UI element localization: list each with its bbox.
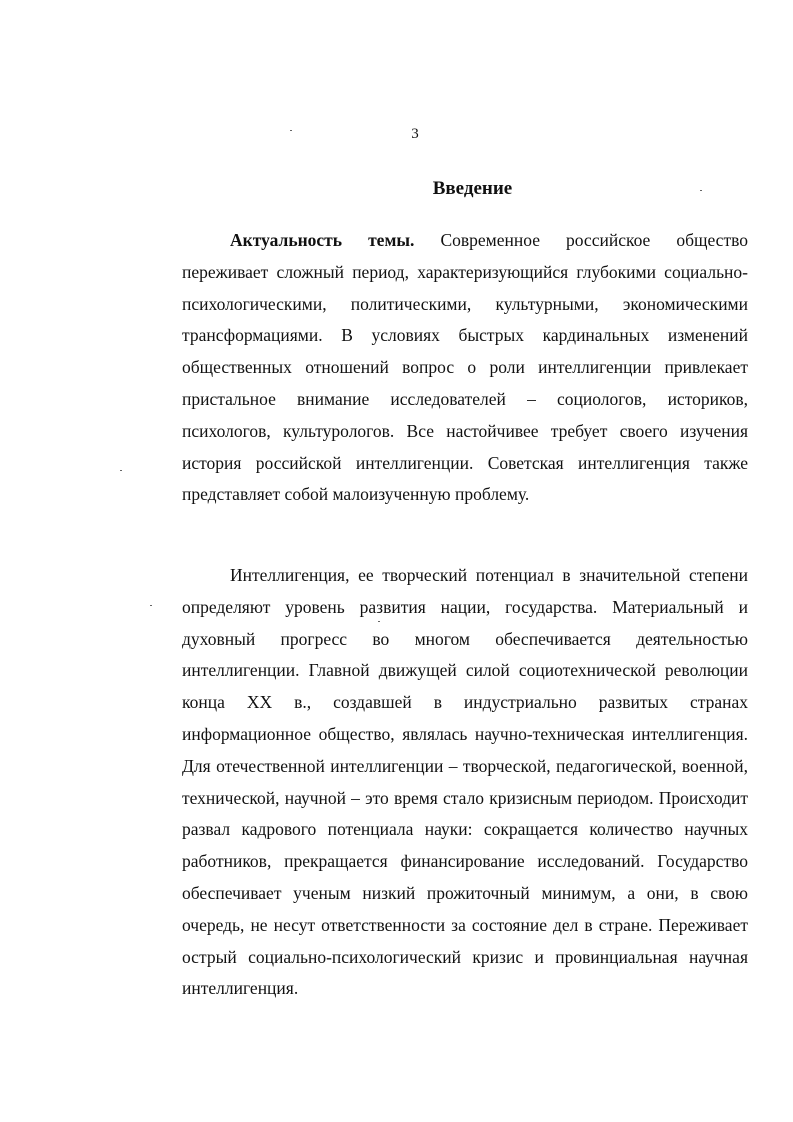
paragraph-intelligentsia: Интеллигенция, ее творческий потенциал в значительной степени определяют уровень развития нации, государства. Материальный и духовный прогресс во многом обеспечивается деятельностью интеллигенции. Главной движущей силой социотехнической революции конца XX в., создавшей в индустриально развитых странах информационное общество, являлась научно-техническая интеллигенция. Для отечественной интеллигенции – творческой, педагогической, военной, технической, научной – это время стало кризисным периодом. Происходит развал кадрового потенциала науки: сокращается количество научных работников, прекращается финансирование исследований. Государство обеспечивает ученым низкий прожиточный минимум, а они, в свою очередь, не несут ответственности за состояние дел в стране. Переживает острый социально-психологический кризис и провинциальная научная интеллигенция. [182, 565, 748, 999]
scan-speck [120, 470, 122, 471]
page-number: 3 [411, 126, 419, 142]
scan-speck [150, 605, 152, 606]
paragraph-lead: Актуальность темы. [230, 230, 415, 250]
scan-speck [700, 190, 702, 191]
scan-speck [290, 130, 292, 131]
paragraph-relevance [182, 225, 748, 511]
section-title: Введение [432, 178, 513, 199]
scan-speck [378, 621, 380, 622]
paragraph-body: Современное российское общество переживает сложный период, характеризующийся глубокими социально-психологическими, политическими, культурными, экономическими трансформациями. В условиях быстрых кардинальных изменений общественных отношений вопрос о роли интеллигенции привлекает пристальное внимание исследователей – социологов, историков, психологов, культурологов. Все настойчивее требует своего изучения история российской интеллигенции. Советская интеллигенция также представляет собой малоизученную проблему. [182, 230, 748, 505]
